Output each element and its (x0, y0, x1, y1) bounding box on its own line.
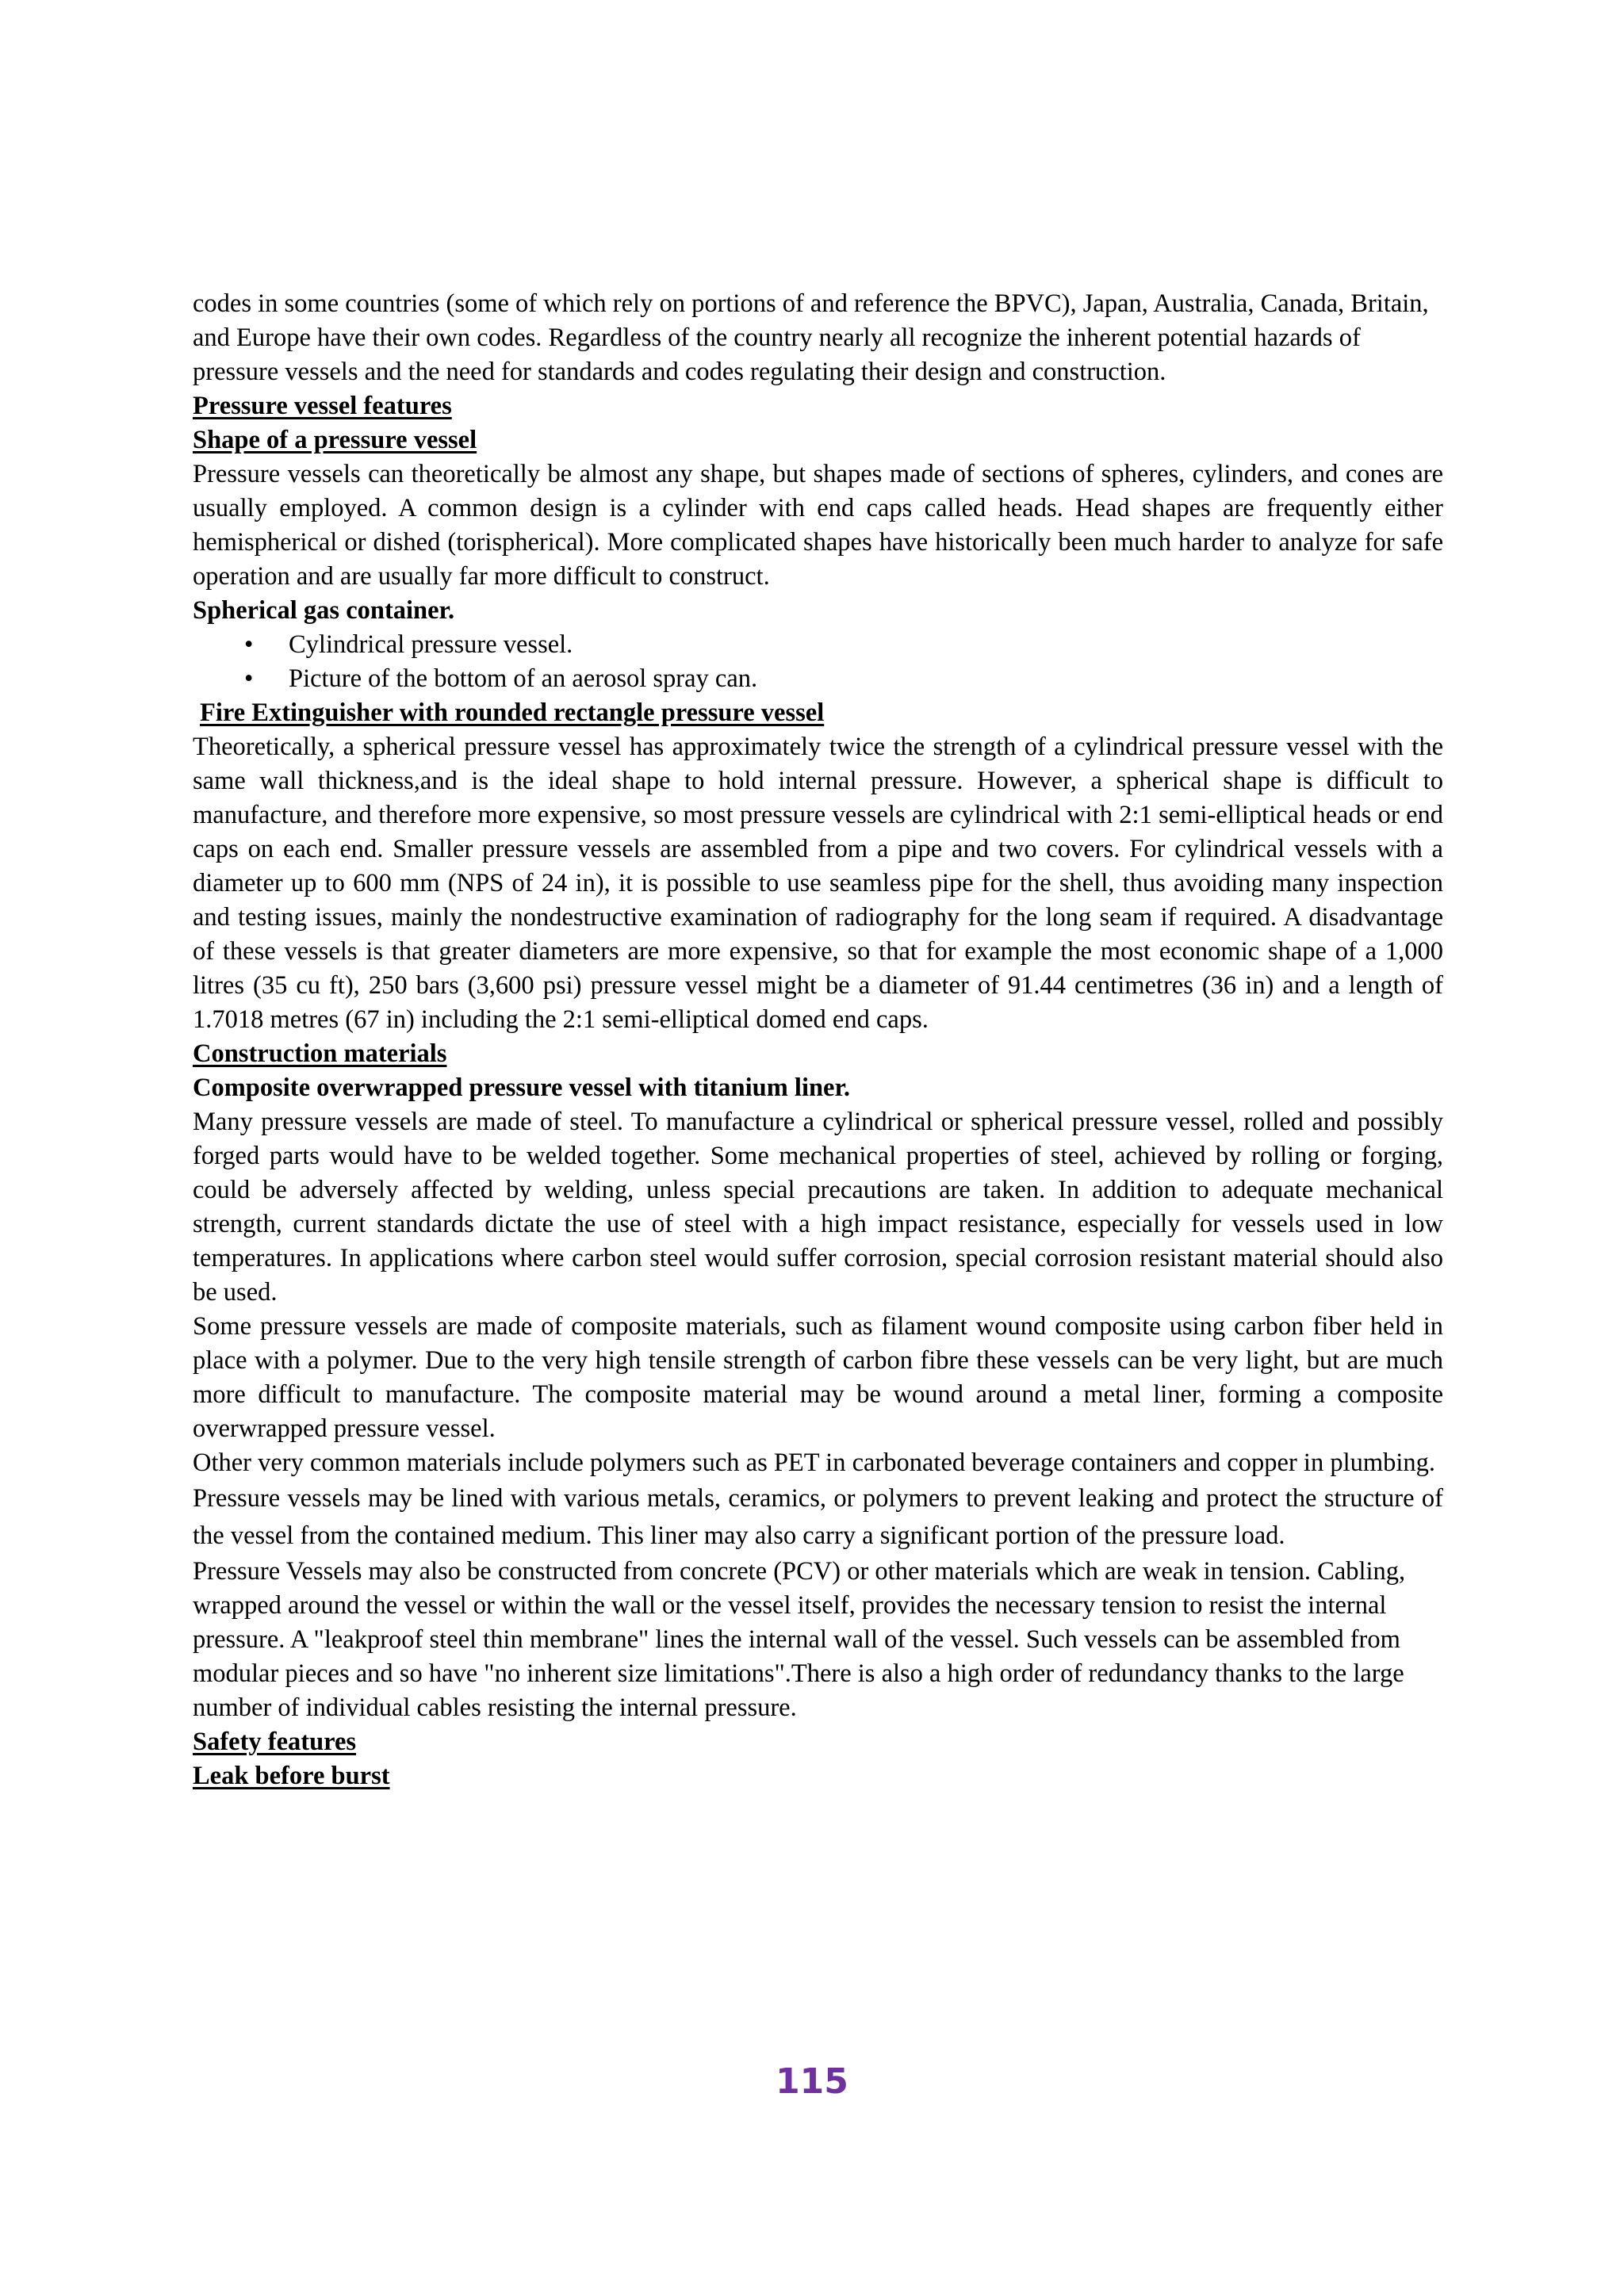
heading-pressure-vessel-features: Pressure vessel features (193, 392, 452, 420)
heading-construction-materials: Construction materials (193, 1039, 447, 1068)
list-item: • Picture of the bottom of an aerosol spray can. (289, 662, 1443, 696)
page-number: 115 (776, 2061, 848, 2102)
paragraph-lined: Pressure vessels may be lined with various metals, ceramics, or polymers to prevent leaking and protect the structure of the vessel from the contained medium. This liner may also carry a significant portion of the pressure load. (193, 1484, 1443, 1550)
heading-safety-features: Safety features (193, 1728, 357, 1756)
caption-spherical-gas-container: Spherical gas container. (193, 596, 455, 625)
paragraph-concrete: Pressure Vessels may also be constructed from concrete (PCV) or other materials which are weak in tension. Cabling, wrapped around the vessel or within the wall or the vessel itself, provides the necessary tension to resist the internal pressure. A "leakproof steel thin membrane" lines the internal wall of the vessel. Such vessels can be assembled from modular pieces and so have "no inherent size limitations".There is also a high order of redundancy thanks to the large number of individual cables resisting the internal pressure. (193, 1557, 1406, 1722)
page-body (193, 287, 1443, 1793)
paragraph-theory: Theoretically, a spherical pressure vessel has approximately twice the strength of a cylindrical pressure vessel with the same wall thickness,and is the ideal shape to hold internal pressure. However, a spherical shape is difficult to manufacture, and therefore more expensive, so most pressure vessels are cylindrical with 2:1 semi-elliptical heads or end caps on each end. Smaller pressure vessels are assembled from a pipe and two covers. For cylindrical vessels with a diameter up to 600 mm (NPS of 24 in), it is possible to use seamless pipe for the shell, thus avoiding many inspection and testing issues, mainly the nondestructive examination of radiography for the long seam if required. A disadvantage of these vessels is that greater diameters are more expensive, so that for example the most economic shape of a 1,000 litres (35 cu ft), 250 bars (3,600 psi) pressure vessel might be a diameter of 91.44 centimetres (36 in) and a length of 1.7018 metres (67 in) including the 2:1 semi-elliptical domed end caps. (193, 733, 1443, 1034)
heading-fire-extinguisher: Fire Extinguisher with rounded rectangle pressure vessel (200, 698, 825, 727)
caption-composite-vessel: Composite overwrapped pressure vessel with titanium liner. (193, 1073, 851, 1102)
heading-shape-of-pressure-vessel: Shape of a pressure vessel (193, 426, 477, 454)
list-item: • Cylindrical pressure vessel. (289, 628, 1443, 662)
paragraph-composite: Some pressure vessels are made of composite materials, such as filament wound composite using carbon fiber held in place with a polymer. Due to the very high tensile strength of carbon fibre these vessels can be very light, but are much more difficult to manufacture. The composite material may be wound around a metal liner, forming a composite overwrapped pressure vessel. (193, 1312, 1443, 1443)
heading-leak-before-burst: Leak before burst (193, 1762, 390, 1790)
paragraph-shape: Pressure vessels can theoretically be almost any shape, but shapes made of sections of spheres, cylinders, and cones are usually employed. A common design is a cylinder with end caps called heads. Head shapes are frequently either hemispherical or dished (torispherical). More complicated shapes have historically been much harder to analyze for safe operation and are usually far more difficult to construct. (193, 460, 1443, 591)
paragraph-intro: codes in some countries (some of which rely on portions of and reference the BPVC), Japan, Australia, Canada, Britain, and Europe have their own codes. Regardless of the country nearly all recognize the inherent potential hazards of pressure vessels and the need for standards and codes regulating their design and construction. (193, 289, 1429, 386)
paragraph-polymers: Other very common materials include polymers such as PET in carbonated beverage containers and copper in plumbing. (193, 1448, 1436, 1477)
paragraph-steel: Many pressure vessels are made of steel. To manufacture a cylindrical or spherical pressure vessel, rolled and possibly forged parts would have to be welded together. Some mechanical properties of steel, achieved by rolling or forging, could be adversely affected by welding, unless special precautions are taken. In addition to adequate mechanical strength, current standards dictate the use of steel with a high impact resistance, especially for vessels used in low temperatures. In applications where carbon steel would suffer corrosion, special corrosion resistant material should also be used. (193, 1108, 1443, 1307)
figure-caption-list (193, 628, 1443, 696)
